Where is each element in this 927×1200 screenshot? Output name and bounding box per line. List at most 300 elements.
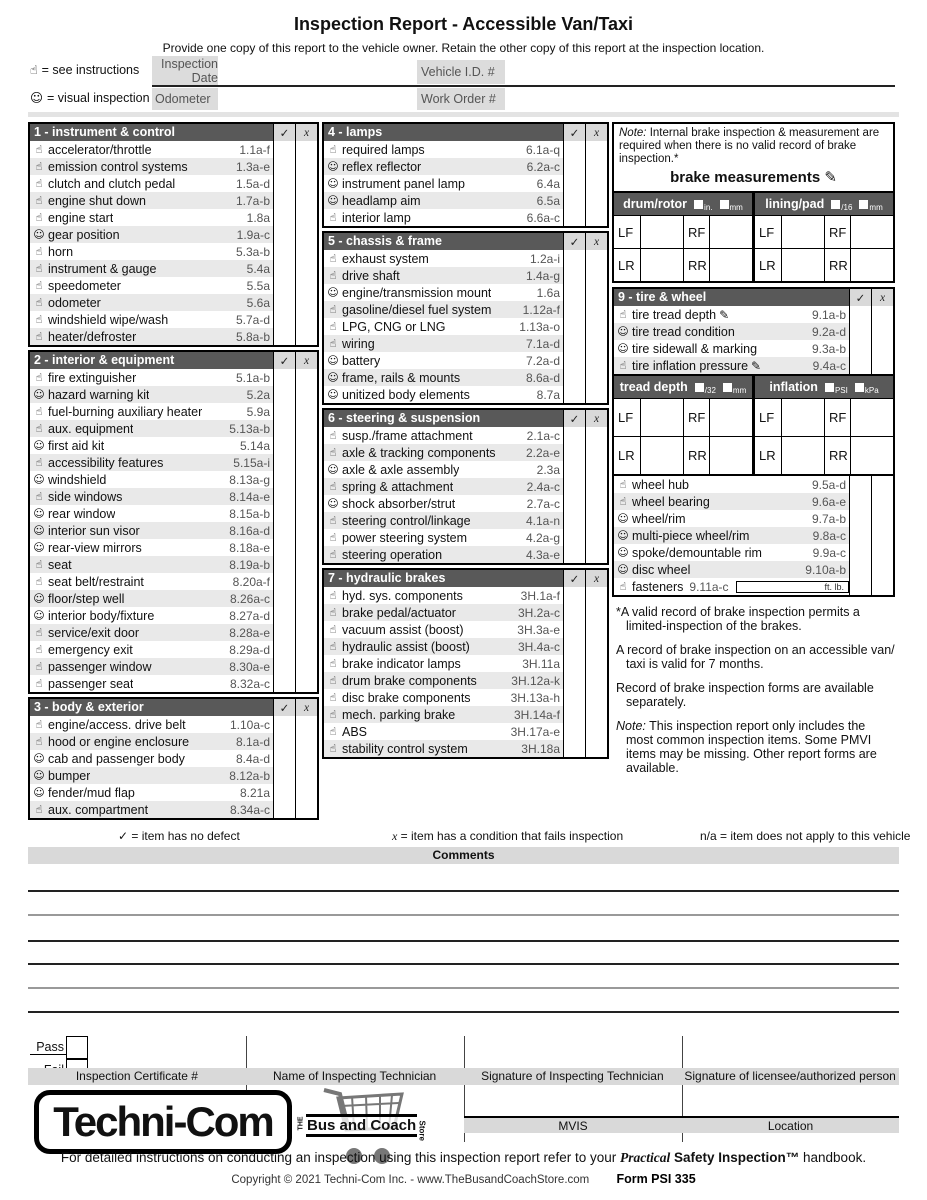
measure-input[interactable] — [781, 436, 824, 474]
check-cell[interactable] — [849, 578, 871, 595]
item-code: 9.5a-d — [811, 477, 846, 492]
check-cell[interactable] — [273, 260, 295, 277]
work-order-input[interactable] — [507, 87, 895, 111]
unit-checkbox[interactable] — [859, 200, 868, 209]
measure-input[interactable] — [640, 248, 683, 281]
item-label: aux. equipment — [48, 421, 134, 436]
check-column-header: ✓ — [273, 699, 295, 716]
unit-checkbox[interactable] — [825, 383, 834, 392]
cross-cell[interactable] — [585, 495, 607, 512]
item-code: 8.28a-e — [229, 625, 270, 640]
check-cell[interactable] — [273, 277, 295, 294]
item-label: multi-piece wheel/rim — [632, 528, 750, 543]
cross-cell[interactable] — [585, 546, 607, 563]
cross-cell[interactable] — [871, 510, 893, 527]
cross-cell[interactable] — [295, 716, 317, 733]
checklist-item — [324, 723, 607, 740]
check-cell[interactable] — [273, 403, 295, 420]
check-cell[interactable] — [273, 590, 295, 607]
check-cell[interactable] — [563, 192, 585, 209]
cross-cell[interactable] — [295, 801, 317, 818]
check-cell[interactable] — [273, 328, 295, 345]
cross-cell[interactable] — [585, 141, 607, 158]
item-main — [324, 587, 563, 604]
check-cell[interactable] — [563, 478, 585, 495]
check-cell[interactable] — [273, 437, 295, 454]
item-code: 9.1a-b — [811, 307, 846, 322]
check-cell[interactable] — [273, 641, 295, 658]
cross-cell[interactable] — [295, 420, 317, 437]
check-cell[interactable] — [849, 357, 871, 374]
technician-signature-input[interactable] — [468, 1038, 678, 1066]
unit-checkbox[interactable] — [723, 383, 732, 392]
cross-cell[interactable] — [295, 675, 317, 692]
cross-cell[interactable] — [295, 471, 317, 488]
hand-icon: ☝ — [329, 143, 337, 156]
smiley-icon: ☺ — [327, 463, 339, 476]
item-label: LPG, CNG or LNG — [342, 319, 446, 334]
check-cell[interactable] — [849, 493, 871, 510]
item-code: 9.7a-b — [811, 511, 846, 526]
cross-cell[interactable] — [585, 723, 607, 740]
check-cell[interactable] — [273, 767, 295, 784]
item-code: 8.18a-e — [229, 540, 270, 555]
measure-header — [614, 376, 752, 398]
comment-line[interactable] — [28, 940, 899, 942]
item-main — [324, 546, 563, 563]
measure-input[interactable] — [640, 215, 683, 248]
item-label: disc brake components — [342, 690, 471, 705]
hand-icon: ☝ — [35, 262, 43, 275]
item-code: 5.1a-b — [235, 370, 270, 385]
item-code: 5.8a-b — [235, 329, 270, 344]
check-cell[interactable] — [563, 209, 585, 226]
item-main — [30, 141, 273, 158]
cross-cell[interactable] — [585, 267, 607, 284]
unit-checkbox[interactable] — [695, 383, 704, 392]
check-cell[interactable] — [563, 301, 585, 318]
item-label: battery — [342, 353, 381, 368]
cross-cell[interactable] — [295, 607, 317, 624]
cross-cell[interactable] — [585, 478, 607, 495]
check-cell[interactable] — [849, 510, 871, 527]
comment-line[interactable] — [28, 1011, 899, 1013]
item-main — [30, 624, 273, 641]
cross-cell[interactable] — [585, 689, 607, 706]
cross-cell[interactable] — [585, 655, 607, 672]
measure-input[interactable] — [709, 436, 752, 474]
item-label: hyd. sys. components — [342, 588, 463, 603]
check-cell[interactable] — [273, 573, 295, 590]
check-cell[interactable] — [273, 750, 295, 767]
torque-entry-box[interactable] — [736, 581, 849, 593]
cross-cell[interactable] — [585, 250, 607, 267]
checklist-item — [324, 427, 607, 444]
unit-label: kPa — [864, 386, 879, 395]
item-main — [324, 621, 563, 638]
item-main — [614, 476, 849, 493]
item-code: 9.4a-c — [812, 358, 846, 373]
bc-store: Store — [417, 1120, 427, 1141]
unit-checkbox[interactable] — [855, 383, 864, 392]
check-cell[interactable] — [273, 675, 295, 692]
check-cell[interactable] — [563, 318, 585, 335]
cross-cell[interactable] — [295, 539, 317, 556]
check-cell[interactable] — [273, 522, 295, 539]
cross-cell[interactable] — [295, 522, 317, 539]
check-cell[interactable] — [563, 267, 585, 284]
cross-cell[interactable] — [295, 437, 317, 454]
check-cell[interactable] — [563, 250, 585, 267]
vehicle-id-input[interactable] — [507, 58, 895, 82]
check-cell[interactable] — [563, 621, 585, 638]
item-code: 1.8a — [246, 210, 270, 225]
cross-cell[interactable] — [295, 158, 317, 175]
item-main — [614, 357, 849, 374]
check-cell[interactable] — [273, 243, 295, 260]
cross-cell[interactable] — [295, 260, 317, 277]
cross-cell[interactable] — [585, 192, 607, 209]
item-label: wheel/rim — [632, 511, 686, 526]
check-cell[interactable] — [563, 335, 585, 352]
item-main — [30, 539, 273, 556]
mvis-input[interactable] — [468, 1090, 678, 1118]
cross-cell[interactable] — [295, 369, 317, 386]
check-cell[interactable] — [563, 369, 585, 386]
item-label: engine/access. drive belt — [48, 717, 186, 732]
checklist-item — [30, 386, 317, 403]
cross-cell[interactable] — [585, 587, 607, 604]
check-cell[interactable] — [273, 226, 295, 243]
item-label: brake indicator lamps — [342, 656, 461, 671]
technician-name-input[interactable] — [250, 1038, 460, 1066]
cross-cell[interactable] — [585, 386, 607, 403]
checklist-item — [324, 175, 607, 192]
position-label: RR — [824, 436, 850, 474]
comment-line[interactable] — [28, 914, 899, 916]
comment-line[interactable] — [28, 963, 899, 965]
check-cell[interactable] — [563, 386, 585, 403]
cross-cell[interactable] — [585, 740, 607, 757]
item-label: wiring — [342, 336, 375, 351]
footer-copyright-row — [0, 1172, 927, 1186]
check-cell[interactable] — [273, 175, 295, 192]
checklist-item — [30, 209, 317, 226]
check-cell[interactable] — [273, 158, 295, 175]
measure-input[interactable] — [709, 215, 752, 248]
cross-cell[interactable] — [295, 175, 317, 192]
item-main — [30, 175, 273, 192]
cross-cell[interactable] — [585, 352, 607, 369]
measure-input[interactable] — [640, 398, 683, 436]
cross-cell[interactable] — [585, 621, 607, 638]
check-cell[interactable] — [273, 454, 295, 471]
certificate-number-input[interactable] — [70, 1038, 240, 1066]
check-cell[interactable] — [563, 444, 585, 461]
checklist-item — [30, 454, 317, 471]
measure-input[interactable] — [709, 398, 752, 436]
check-cell[interactable] — [563, 546, 585, 563]
measure-input[interactable] — [781, 398, 824, 436]
cross-cell[interactable] — [295, 488, 317, 505]
cross-cell[interactable] — [585, 427, 607, 444]
check-cell[interactable] — [273, 624, 295, 641]
check-cell[interactable] — [273, 141, 295, 158]
item-main — [30, 209, 273, 226]
measure-grid — [614, 398, 752, 474]
measure-header — [755, 376, 893, 398]
measure-input[interactable] — [850, 398, 893, 436]
hand-icon: ☝ — [35, 211, 43, 224]
cross-cell[interactable] — [585, 461, 607, 478]
checklist-item — [30, 226, 317, 243]
measure-input[interactable] — [850, 436, 893, 474]
check-cell[interactable] — [563, 689, 585, 706]
check-cell[interactable] — [563, 141, 585, 158]
odometer-input[interactable] — [220, 87, 415, 111]
check-cell[interactable] — [849, 476, 871, 493]
measure-input[interactable] — [709, 248, 752, 281]
cross-cell[interactable] — [295, 192, 317, 209]
item-label: hazard warning kit — [48, 387, 150, 402]
check-cell[interactable] — [273, 539, 295, 556]
item-code: 3H.12a-k — [511, 673, 560, 688]
checklist-item — [324, 301, 607, 318]
cross-cell[interactable] — [585, 175, 607, 192]
legend-cross-text: = item has a condition that fails inspection — [400, 829, 624, 843]
item-label: reflex reflector — [342, 159, 422, 174]
check-cell[interactable] — [273, 556, 295, 573]
item-main — [30, 750, 273, 767]
check-cell[interactable] — [563, 740, 585, 757]
cross-cell[interactable] — [871, 527, 893, 544]
check-cell[interactable] — [273, 471, 295, 488]
unit-label: in. — [704, 203, 713, 212]
cross-cell[interactable] — [295, 573, 317, 590]
hand-icon: ☝ — [35, 313, 43, 326]
brake-note-label: Note: — [619, 127, 647, 139]
cross-cell[interactable] — [295, 294, 317, 311]
cross-cell[interactable] — [295, 784, 317, 801]
cross-cell[interactable] — [871, 476, 893, 493]
checklist-item — [614, 510, 893, 527]
item-label: tire sidewall & marking — [632, 341, 758, 356]
position-label: LR — [755, 248, 781, 281]
cross-cell[interactable] — [295, 505, 317, 522]
cross-cell[interactable] — [585, 318, 607, 335]
check-cell[interactable] — [273, 311, 295, 328]
item-main — [30, 767, 273, 784]
check-cell[interactable] — [563, 587, 585, 604]
cross-cell[interactable] — [585, 158, 607, 175]
check-cell[interactable] — [563, 723, 585, 740]
cross-cell[interactable] — [585, 369, 607, 386]
item-main — [324, 175, 563, 192]
section-rows — [324, 141, 607, 226]
cross-cell[interactable] — [871, 544, 893, 561]
check-cell[interactable] — [849, 544, 871, 561]
item-main — [614, 306, 849, 323]
cross-cell[interactable] — [295, 243, 317, 260]
measure-input[interactable] — [781, 248, 824, 281]
check-cell[interactable] — [273, 488, 295, 505]
hand-icon: ☝ — [329, 514, 337, 527]
check-cell[interactable] — [563, 706, 585, 723]
check-cell[interactable] — [273, 209, 295, 226]
cross-cell[interactable] — [295, 403, 317, 420]
unit-checkbox[interactable] — [694, 200, 703, 209]
cross-cell[interactable] — [295, 454, 317, 471]
cross-cell[interactable] — [585, 284, 607, 301]
check-cell[interactable] — [563, 638, 585, 655]
item-main — [614, 510, 849, 527]
measure-input[interactable] — [850, 215, 893, 248]
checklist-item — [614, 323, 893, 340]
check-cell[interactable] — [273, 658, 295, 675]
item-code: 6.6a-c — [526, 210, 560, 225]
check-cell[interactable] — [273, 716, 295, 733]
check-cell[interactable] — [273, 733, 295, 750]
cross-cell[interactable] — [295, 556, 317, 573]
check-cell[interactable] — [849, 561, 871, 578]
position-label: LF — [614, 398, 640, 436]
item-code: 8.26a-c — [229, 591, 270, 606]
hand-icon: ☝ — [35, 177, 43, 190]
position-label: LF — [614, 215, 640, 248]
check-cell[interactable] — [273, 607, 295, 624]
item-code: 2.2a-e — [525, 445, 560, 460]
check-cell[interactable] — [849, 323, 871, 340]
check-cell[interactable] — [273, 386, 295, 403]
cross-cell[interactable] — [585, 529, 607, 546]
item-main — [614, 561, 849, 578]
cross-cell[interactable] — [585, 209, 607, 226]
cross-cell[interactable] — [585, 301, 607, 318]
item-code: 9.3a-b — [811, 341, 846, 356]
measure-input[interactable] — [850, 248, 893, 281]
cross-cell[interactable] — [871, 561, 893, 578]
check-cell[interactable] — [563, 655, 585, 672]
check-cell[interactable] — [563, 158, 585, 175]
check-cell[interactable] — [849, 527, 871, 544]
cross-cell[interactable] — [871, 493, 893, 510]
cross-column-header: x — [585, 570, 607, 587]
cross-cell[interactable] — [295, 590, 317, 607]
cross-cell[interactable] — [585, 512, 607, 529]
cross-cell[interactable] — [295, 750, 317, 767]
check-cell[interactable] — [563, 352, 585, 369]
cross-cell[interactable] — [871, 357, 893, 374]
check-cell[interactable] — [563, 529, 585, 546]
cross-cell[interactable] — [295, 733, 317, 750]
comment-line[interactable] — [28, 987, 899, 989]
item-label: steering operation — [342, 547, 443, 562]
item-main — [324, 604, 563, 621]
item-label: spring & attachment — [342, 479, 454, 494]
cross-cell[interactable] — [295, 209, 317, 226]
item-label: speedometer — [48, 278, 121, 293]
cross-cell[interactable] — [295, 641, 317, 658]
cross-cell[interactable] — [295, 328, 317, 345]
check-cell[interactable] — [273, 192, 295, 209]
hand-icon: ☝ — [329, 640, 337, 653]
cross-cell[interactable] — [585, 604, 607, 621]
check-cell[interactable] — [273, 784, 295, 801]
check-cell[interactable] — [563, 672, 585, 689]
position-label: RR — [824, 248, 850, 281]
cross-cell[interactable] — [295, 311, 317, 328]
location-input[interactable] — [686, 1090, 896, 1118]
item-label: interior lamp — [342, 210, 411, 225]
cross-cell[interactable] — [871, 306, 893, 323]
check-cell[interactable] — [273, 294, 295, 311]
footer-instructions — [0, 1150, 927, 1166]
check-cell[interactable] — [563, 495, 585, 512]
unit-checkbox[interactable] — [831, 200, 840, 209]
check-cell[interactable] — [273, 801, 295, 818]
measure-half — [614, 193, 752, 281]
cross-cell[interactable] — [585, 335, 607, 352]
footnote: Record of brake inspection forms are available separately. — [616, 681, 874, 709]
smiley-icon: ☺ — [33, 752, 45, 765]
cross-cell[interactable] — [295, 226, 317, 243]
checklist-item — [324, 672, 607, 689]
cross-cell[interactable] — [585, 672, 607, 689]
check-cell[interactable] — [849, 306, 871, 323]
measure-input[interactable] — [781, 215, 824, 248]
cross-cell[interactable] — [295, 386, 317, 403]
check-cell[interactable] — [273, 505, 295, 522]
legend-check-text: = item has no defect — [131, 829, 240, 843]
check-cell[interactable] — [563, 427, 585, 444]
cross-cell[interactable] — [295, 277, 317, 294]
measure-input[interactable] — [640, 436, 683, 474]
check-cell[interactable] — [563, 284, 585, 301]
cross-cell[interactable] — [871, 578, 893, 595]
item-main — [30, 294, 273, 311]
item-label: fender/mud flap — [48, 785, 135, 800]
item-code: 3H.13a-h — [510, 690, 560, 705]
cross-cell[interactable] — [871, 323, 893, 340]
cross-cell[interactable] — [295, 141, 317, 158]
cross-cell[interactable] — [585, 444, 607, 461]
check-cell[interactable] — [273, 420, 295, 437]
item-code: 3H.4a-c — [517, 639, 560, 654]
comment-line[interactable] — [28, 890, 899, 892]
check-cell[interactable] — [563, 604, 585, 621]
check-cell[interactable] — [849, 340, 871, 357]
check-cell[interactable] — [273, 369, 295, 386]
cross-cell[interactable] — [295, 767, 317, 784]
inspection-date-input[interactable] — [220, 58, 415, 82]
item-code: 5.14a — [239, 438, 270, 453]
hand-icon: ☝ — [329, 623, 337, 636]
item-code: 8.15a-b — [229, 506, 270, 521]
cross-cell[interactable] — [585, 706, 607, 723]
cross-cell[interactable] — [585, 638, 607, 655]
brake-measurement-table-slot — [612, 191, 895, 283]
licensee-signature-input[interactable] — [686, 1038, 896, 1066]
item-main — [30, 505, 273, 522]
check-cell[interactable] — [563, 175, 585, 192]
item-label: odometer — [48, 295, 101, 310]
cross-cell[interactable] — [295, 624, 317, 641]
check-cell[interactable] — [563, 512, 585, 529]
cross-cell[interactable] — [871, 340, 893, 357]
unit-checkbox[interactable] — [720, 200, 729, 209]
cross-cell[interactable] — [295, 658, 317, 675]
check-cell[interactable] — [563, 461, 585, 478]
